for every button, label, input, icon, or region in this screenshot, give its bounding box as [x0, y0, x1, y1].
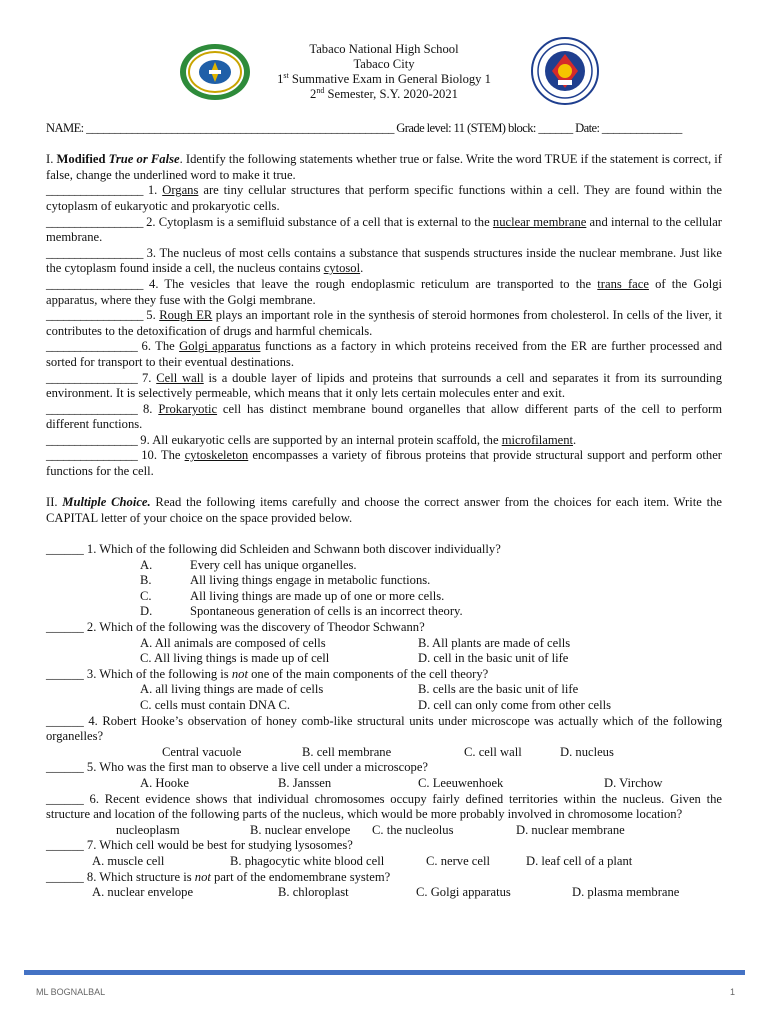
- option-d: D. Virchow: [604, 775, 663, 790]
- option-a: A. All animals are composed of cells: [140, 635, 326, 650]
- question-1-options: [46, 558, 722, 620]
- tf-item: _________________ 5. Rough ER plays an important role in the synthesis of steroid hormones from cholesterol. In cells of the liver, it contributes to the detoxification of drugs and harmful chemicals.: [46, 308, 722, 338]
- exam-header: [0, 42, 768, 102]
- underlined-term: cytoskeleton: [184, 448, 249, 463]
- option: D. Spontaneous generation of cells is an incorrect theory.: [140, 604, 463, 619]
- question-3: ______ 3. Which of the following is not one of the main components of the cell theory?: [46, 666, 489, 681]
- option-b: B. cells are the basic unit of life: [418, 682, 579, 697]
- tf-item: _________________ 3. The nucleus of most cells contains a substance that suspends structures inside the nuclear membrane. Just like the cytoplasm found inside a cell, the nucleus contains cytosol.: [46, 245, 722, 276]
- question-2: ______ 2. Which of the following was the discovery of Theodor Schwann?: [46, 620, 425, 634]
- answer-blank: _________________: [46, 183, 143, 198]
- underlined-term: Rough ER: [159, 308, 213, 323]
- footer-divider: [24, 970, 745, 975]
- option-d: D. cell can only come from other cells: [418, 697, 612, 712]
- underlined-term: Cell wall: [156, 370, 204, 385]
- answer-blank: _________________: [46, 308, 143, 323]
- tf-item: _________________ 2. Cytoplasm is a semifluid substance of a cell that is external to the nuclear membrane and internal to the cellular membrane.: [46, 214, 723, 245]
- underlined-term: microfilament: [501, 432, 574, 447]
- question-1: ______ 1. Which of the following did Schleiden and Schwann both discover individually?: [46, 542, 501, 557]
- part2-instructions: II. Multiple Choice. Read the following items carefully and choose the correct answer from the choices for each item. Write the CAPITAL letter of your choice on the space provided below.: [46, 495, 722, 525]
- option-b: B. Janssen: [278, 775, 332, 790]
- question-8-options: [46, 885, 722, 901]
- option-b: B. nuclear envelope: [250, 822, 351, 837]
- option-a: Central vacuole: [162, 744, 242, 759]
- question-6-options: [46, 823, 722, 839]
- student-info-line: NAME: ______________________________________________________ Grade level: 11 (STEM) block: ______ Date: ______________: [46, 121, 682, 135]
- option-d: D. leaf cell of a plant: [526, 853, 633, 868]
- answer-blank: ________________: [46, 432, 138, 447]
- option-a: A. Hooke: [140, 775, 189, 790]
- option-b: B. All plants are made of cells: [418, 635, 571, 650]
- question-7: ______ 7. Which cell would be best for studying lysosomes?: [46, 838, 353, 853]
- tf-item: ________________ 6. The Golgi apparatus functions as a factory in which proteins received from the ER are further processed and sorted for transport to their eventual destinations.: [46, 339, 722, 369]
- question-5-options: [46, 776, 722, 792]
- question-3-options-row2: [46, 698, 722, 714]
- option-c: C. nerve cell: [426, 853, 490, 868]
- option-a: A. muscle cell: [92, 853, 165, 868]
- tf-item: ________________ 9. All eukaryotic cells are supported by an internal protein scaffold, the microfilament.: [46, 432, 577, 447]
- question-2-options-row2: [46, 651, 722, 667]
- option-c: C. cells must contain DNA C.: [140, 697, 291, 712]
- underlined-term: Golgi apparatus: [179, 339, 261, 354]
- underlined-term: cytosol: [323, 261, 361, 276]
- option-d: D. cell in the basic unit of life: [418, 651, 569, 666]
- option-a: A. nuclear envelope: [92, 885, 194, 900]
- option-c: C. cell wall: [464, 744, 522, 759]
- tf-item: ________________ 8. Prokaryotic cell has distinct membrane bound organelles that allow different parts of the cell to perform different functions.: [46, 401, 722, 432]
- option-d: D. plasma membrane: [572, 885, 680, 900]
- option-d: D. nuclear membrane: [516, 822, 625, 837]
- question-3-options-row1: [46, 682, 722, 698]
- option-c: C. the nucleolus: [372, 822, 454, 837]
- tf-item: _________________ 4. The vesicles that leave the rough endoplasmic reticulum are transported to the trans face of the Golgi apparatus, where they fuse with the Golgi membrane.: [46, 276, 723, 307]
- option-d: D. nucleus: [560, 744, 614, 759]
- question-4: ______ 4. Robert Hooke’s observation of honey comb-like structural units under microscope was actually which of the following organelles?: [46, 713, 722, 744]
- exam-content: [46, 121, 722, 901]
- tf-item: ________________ 7. Cell wall is a double layer of lipids and proteins that surrounds a cell and separates it from its surrounding environment. It is selectively permeable, which means that it only lets certain molecules enter and exit.: [46, 370, 722, 401]
- answer-blank: ________________: [46, 339, 138, 354]
- option-c: C. All living things is made up of cell: [140, 651, 330, 666]
- underlined-term: nuclear membrane: [492, 214, 587, 229]
- semester-line: 2nd Semester, S.Y. 2020-2021: [310, 85, 458, 101]
- question-8: ______ 8. Which structure is not part of the endomembrane system?: [46, 869, 391, 884]
- footer-page-number: 1: [730, 987, 736, 997]
- underlined-term: Organs: [162, 183, 199, 198]
- exam-title: 1st Summative Exam in General Biology 1: [277, 70, 491, 86]
- option-b: B. chloroplast: [278, 885, 349, 900]
- tf-item: ________________ 10. The cytoskeleton encompasses a variety of fibrous proteins that provide structural support and perform other functions for the cell.: [46, 448, 722, 479]
- question-2-options-row1: [46, 636, 722, 652]
- question-4-options: [46, 745, 722, 761]
- answer-blank: _________________: [46, 245, 143, 260]
- school-name: Tabaco National High School: [309, 42, 459, 56]
- answer-blank: ________________: [46, 448, 138, 463]
- part1-instructions: I. Modified True or False. Identify the following statements whether true or false. Write the word TRUE if the statement is correct, if false, change the underlined word to make it true.: [46, 152, 722, 182]
- option-b: B. cell membrane: [302, 744, 392, 759]
- option-a: nucleoplasm: [116, 822, 180, 837]
- option-a: A. all living things are made of cells: [140, 682, 324, 697]
- option: C. All living things are made up of one or more cells.: [140, 588, 445, 603]
- school-city: Tabaco City: [353, 57, 415, 71]
- underlined-term: Prokaryotic: [158, 401, 218, 416]
- option-c: C. Golgi apparatus: [416, 885, 511, 900]
- question-7-options: [46, 854, 722, 870]
- footer-author: ML BOGNALBAL: [36, 987, 106, 997]
- option-b: B. phagocytic white blood cell: [230, 853, 385, 868]
- underlined-term: trans face: [597, 276, 649, 291]
- question-6: ______ 6. Recent evidence shows that individual chromosomes occupy fairly defined territories within the nucleus. Given the structure and location of the following parts of the nucleus, which would be more probably involved in chromosome location?: [46, 791, 722, 822]
- option: A. Every cell has unique organelles.: [140, 557, 357, 572]
- answer-blank: ________________: [46, 401, 138, 416]
- answer-blank: ________________: [46, 370, 138, 385]
- true-false-list: [46, 183, 722, 479]
- tf-item: _________________ 1. Organs are tiny cellular structures that perform specific functions within a cell. They are found within the cytoplasm of eukaryotic and prokaryotic cells.: [46, 183, 722, 213]
- option-c: C. Leeuwenhoek: [418, 775, 504, 790]
- option: B. All living things engage in metabolic functions.: [140, 573, 431, 588]
- answer-blank: _________________: [46, 276, 143, 291]
- question-5: ______ 5. Who was the first man to observe a live cell under a microscope?: [46, 760, 429, 775]
- answer-blank: _________________: [46, 214, 143, 229]
